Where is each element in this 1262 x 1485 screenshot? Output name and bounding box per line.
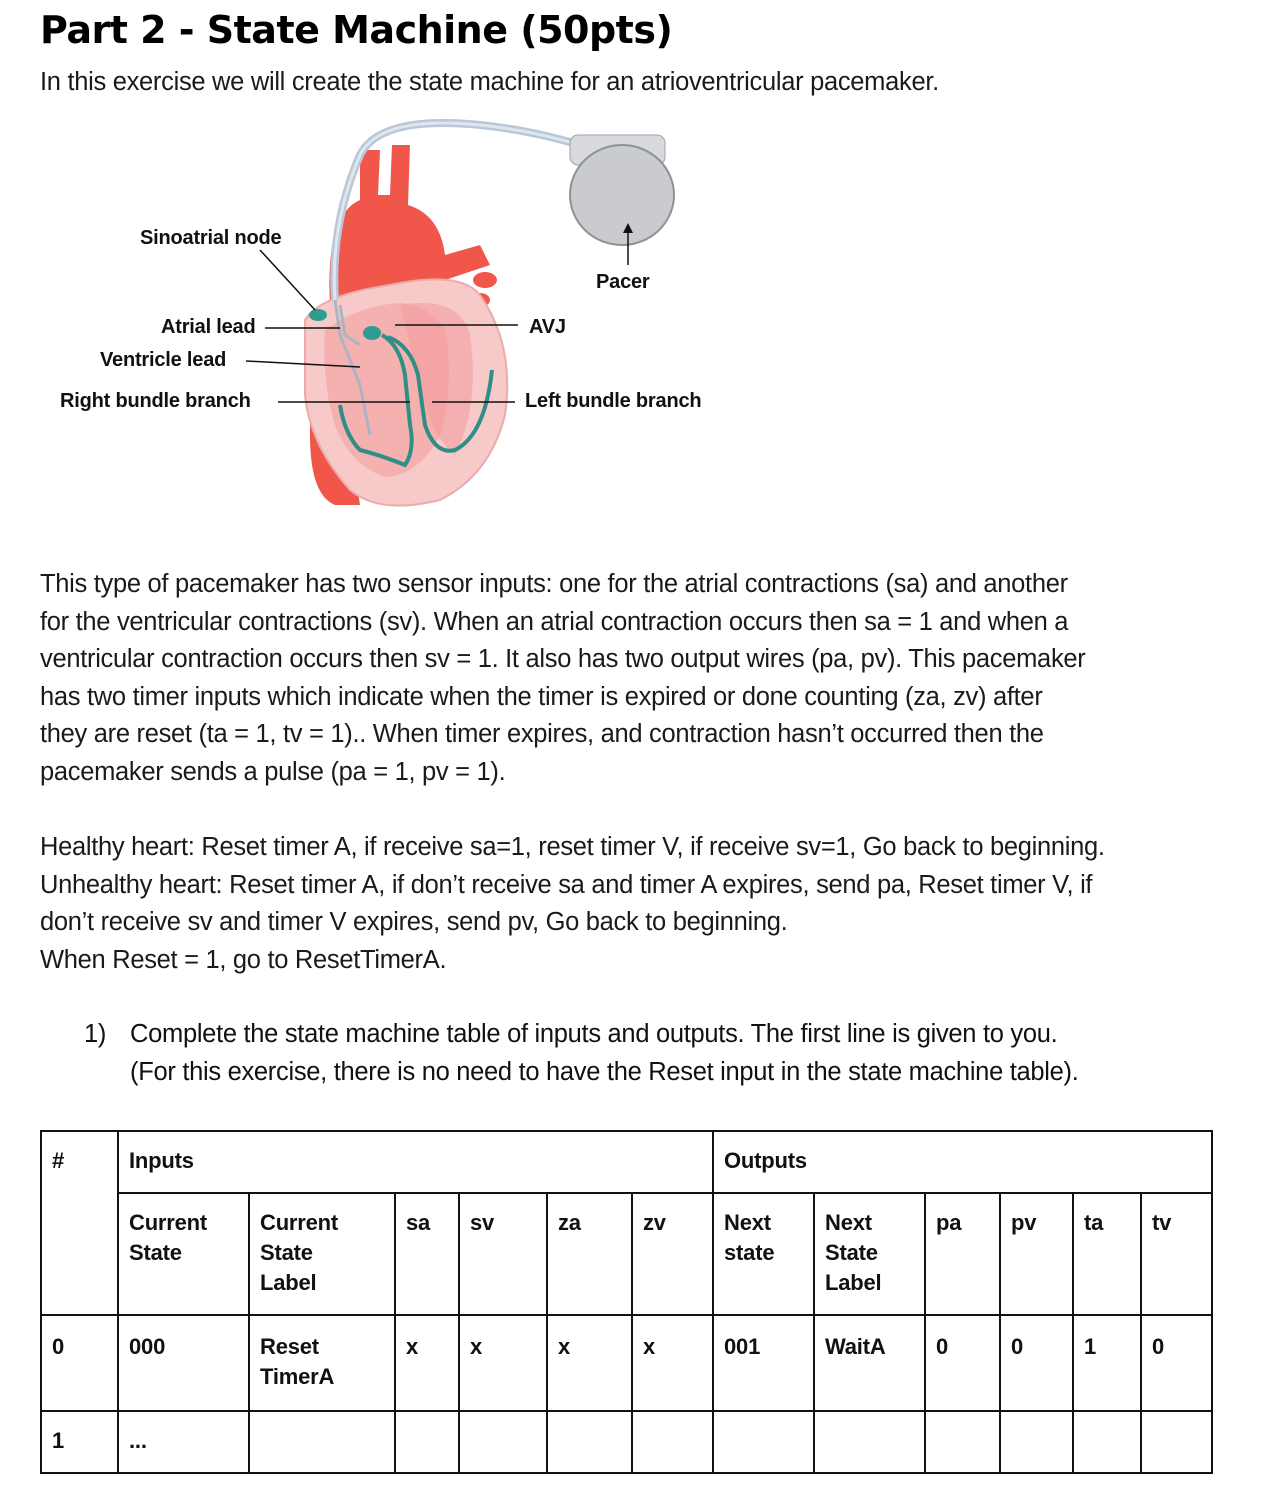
question-line: Complete the state machine table of inputs and outputs. The first line is given to you. — [130, 1020, 1058, 1048]
label-sinoatrial-node: Sinoatrial node — [140, 227, 282, 249]
table-subheader-row — [41, 1193, 1212, 1315]
cell-tv[interactable] — [1141, 1411, 1212, 1473]
table-row — [41, 1411, 1212, 1473]
cell-current-state-label[interactable] — [249, 1411, 395, 1473]
paragraph-line: This type of pacemaker has two sensor inputs: one for the atrial contractions (sa) and another — [40, 570, 1068, 598]
paragraph-line: for the ventricular contractions (sv). When an atrial contraction occurs then sa = 1 and when a — [40, 607, 1069, 636]
paragraph-line: Unhealthy heart: Reset timer A, if don’t receive sa and timer A expires, send pa, Reset timer V, if — [40, 870, 1093, 899]
question-line: (For this exercise, there is no need to have the Reset input in the state machine table). — [130, 1057, 1079, 1086]
table-row — [41, 1315, 1212, 1411]
cell-current-state: 000 — [118, 1315, 249, 1411]
cell-pa: 0 — [925, 1315, 1000, 1411]
col-za: za — [547, 1193, 632, 1315]
header-outputs: Outputs — [713, 1131, 1212, 1193]
paragraph-line: ventricular contraction occurs then sv = 1. It also has two output wires (pa, pv). This pacemaker — [40, 645, 1086, 673]
col-sv: sv — [459, 1193, 547, 1315]
col-pa: pa — [925, 1193, 1000, 1315]
cell-ta[interactable] — [1073, 1411, 1141, 1473]
cell-tv: 0 — [1141, 1315, 1212, 1411]
behavior-paragraph — [40, 829, 1105, 979]
header-hash: # — [41, 1131, 118, 1315]
pacemaker-heart-diagram — [60, 105, 725, 515]
col-pv: pv — [1000, 1193, 1073, 1315]
state-machine-table — [40, 1130, 1213, 1474]
col-sa: sa — [395, 1193, 459, 1315]
col-ta: ta — [1073, 1193, 1141, 1315]
label-atrial-lead: Atrial lead — [161, 316, 256, 338]
label-left-bundle-branch: Left bundle branch — [525, 390, 702, 412]
col-current-state: Current State — [118, 1193, 249, 1315]
cell-num: 0 — [41, 1315, 118, 1411]
cell-next-state[interactable] — [713, 1411, 814, 1473]
label-avj: AVJ — [529, 316, 566, 338]
paragraph-line: has two timer inputs which indicate when the timer is expired or done counting (za, zv) after — [40, 682, 1043, 711]
cell-current-state[interactable]: ... — [118, 1411, 249, 1473]
cell-zv[interactable] — [632, 1411, 713, 1473]
paragraph-line: Healthy heart: Reset timer A, if receive sa=1, reset timer V, if receive sv=1, Go back to beginning. — [40, 833, 1105, 861]
heart-illustration — [60, 105, 725, 515]
cell-sa: x — [395, 1315, 459, 1411]
description-paragraph — [40, 566, 1085, 791]
cell-ta: 1 — [1073, 1315, 1141, 1411]
label-pacer: Pacer — [596, 271, 650, 293]
cell-current-state-label: Reset TimerA — [249, 1315, 395, 1411]
col-next-state: Next state — [713, 1193, 814, 1315]
paragraph-line: When Reset = 1, go to ResetTimerA. — [40, 945, 447, 974]
cell-sv[interactable] — [459, 1411, 547, 1473]
col-zv: zv — [632, 1193, 713, 1315]
cell-next-state: 001 — [713, 1315, 814, 1411]
table-header-row — [41, 1131, 1212, 1193]
col-current-state-label: Current State Label — [249, 1193, 395, 1315]
cell-sa[interactable] — [395, 1411, 459, 1473]
cell-sv: x — [459, 1315, 547, 1411]
col-tv: tv — [1141, 1193, 1212, 1315]
cell-zv: x — [632, 1315, 713, 1411]
paragraph-line: pacemaker sends a pulse (pa = 1, pv = 1). — [40, 757, 506, 786]
label-right-bundle-branch: Right bundle branch — [60, 390, 251, 412]
cell-next-state-label: WaitA — [814, 1315, 925, 1411]
col-next-state-label: Next State Label — [814, 1193, 925, 1315]
cell-num: 1 — [41, 1411, 118, 1473]
header-inputs: Inputs — [118, 1131, 713, 1193]
cell-pa[interactable] — [925, 1411, 1000, 1473]
cell-pv[interactable] — [1000, 1411, 1073, 1473]
question-number: 1) — [84, 1020, 107, 1048]
label-ventricle-lead: Ventricle lead — [100, 349, 227, 371]
cell-next-state-label[interactable] — [814, 1411, 925, 1473]
intro-text: In this exercise we will create the state machine for an atrioventricular pacemaker. — [40, 68, 939, 96]
page-title: Part 2 - State Machine (50pts) — [40, 8, 673, 52]
paragraph-line: don’t receive sv and timer V expires, send pv, Go back to beginning. — [40, 908, 788, 936]
paragraph-line: they are reset (ta = 1, tv = 1).. When timer expires, and contraction hasn’t occurred then the — [40, 720, 1044, 748]
cell-pv: 0 — [1000, 1315, 1073, 1411]
cell-za: x — [547, 1315, 632, 1411]
cell-za[interactable] — [547, 1411, 632, 1473]
